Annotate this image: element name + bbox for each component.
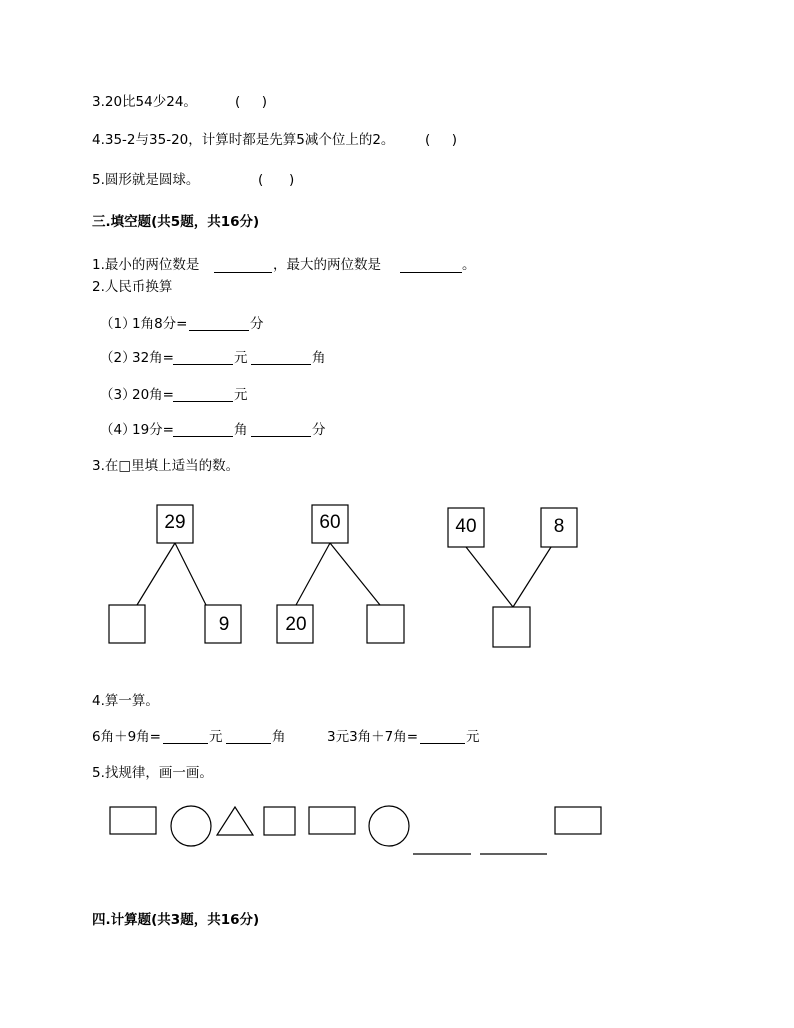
judge-q4: 4.35-2与35-20，计算时都是先算5减个位上的2。 [92,132,395,148]
q4-expr2: 3元3角＋7角= [327,729,419,745]
q2-item4-unit1: 角 [234,422,248,438]
q2-item2-text: 32角= [132,350,174,366]
judge-q3-paren[interactable]: ( ) [235,94,267,110]
fill-q5-title: 5.找规律，画一画。 [92,765,213,781]
tree2-branch-left [296,543,330,605]
tree1-left-box[interactable] [109,605,145,643]
q4-expr1: 6角＋9角= [92,729,161,745]
judge-q5-paren[interactable]: ( ) [258,172,295,188]
q4-expr1-unit2: 角 [272,729,286,745]
q2-item3-text: 20角= [132,387,174,403]
tree3-topleft-value: 40 [455,516,477,537]
q2-item1-text: 1角8分= [132,316,188,332]
tree1-branch-right [175,543,206,605]
pattern-triangle-1 [217,807,253,835]
q2-item3-label: （3） [100,387,136,403]
q2-item3-unit: 元 [234,387,248,403]
judge-q4-paren[interactable]: ( ) [425,132,457,148]
tree1-branch-left [137,543,175,605]
q4-expr2-blank[interactable] [420,743,465,744]
q4-expr2-unit1: 元 [466,729,480,745]
pattern-circle-2 [369,806,409,846]
q4-expr1-blank1[interactable] [163,743,208,744]
q2-item2-label: （2） [100,350,136,366]
tree1-top-value: 29 [164,512,186,533]
tree2-top-value: 60 [319,512,341,533]
fill-q4-title: 4.算一算。 [92,693,159,709]
section4-heading: 四.计算题(共3题，共16分) [92,912,260,928]
tree2-branch-right [330,543,380,605]
q4-expr1-unit1: 元 [209,729,223,745]
tree3-topright-value: 8 [553,516,565,537]
fill-q1-prefix: 1.最小的两位数是 [92,257,200,273]
fill-q1-middle: ，最大的两位数是 [273,257,381,273]
tree2-right-box[interactable] [367,605,404,643]
q2-item2-unit2: 角 [312,350,326,366]
section3-heading: 三.填空题(共5题，共16分) [92,214,260,230]
q2-item4-text: 19分= [132,422,174,438]
q4-expr1-blank2[interactable] [226,743,271,744]
fill-q3-title: 3.在□里填上适当的数。 [92,458,240,474]
judge-q5: 5.圆形就是圆球。 [92,172,200,188]
pattern-rectangle-2 [309,807,355,834]
judge-q3: 3.20比54少24。 [92,94,197,110]
tree3-bottom-box[interactable] [493,607,530,647]
fill-q1-end: 。 [462,257,476,273]
q2-item4-label: （4） [100,422,136,438]
q2-item2-unit1: 元 [234,350,248,366]
tree3-branch-left [466,547,513,607]
tree1-right-value: 9 [218,614,230,635]
tree2-left-value: 20 [285,614,307,635]
q2-item4-unit2: 分 [312,422,326,438]
q2-item1-unit: 分 [250,316,264,332]
pattern-square-1 [264,807,295,835]
pattern-circle-1 [171,806,211,846]
pattern-rectangle-1 [110,807,156,834]
pattern-rectangle-3 [555,807,601,834]
tree3-branch-right [513,547,551,607]
q2-item1-label: （1） [100,316,136,332]
fill-q2-title: 2.人民币换算 [92,279,173,295]
